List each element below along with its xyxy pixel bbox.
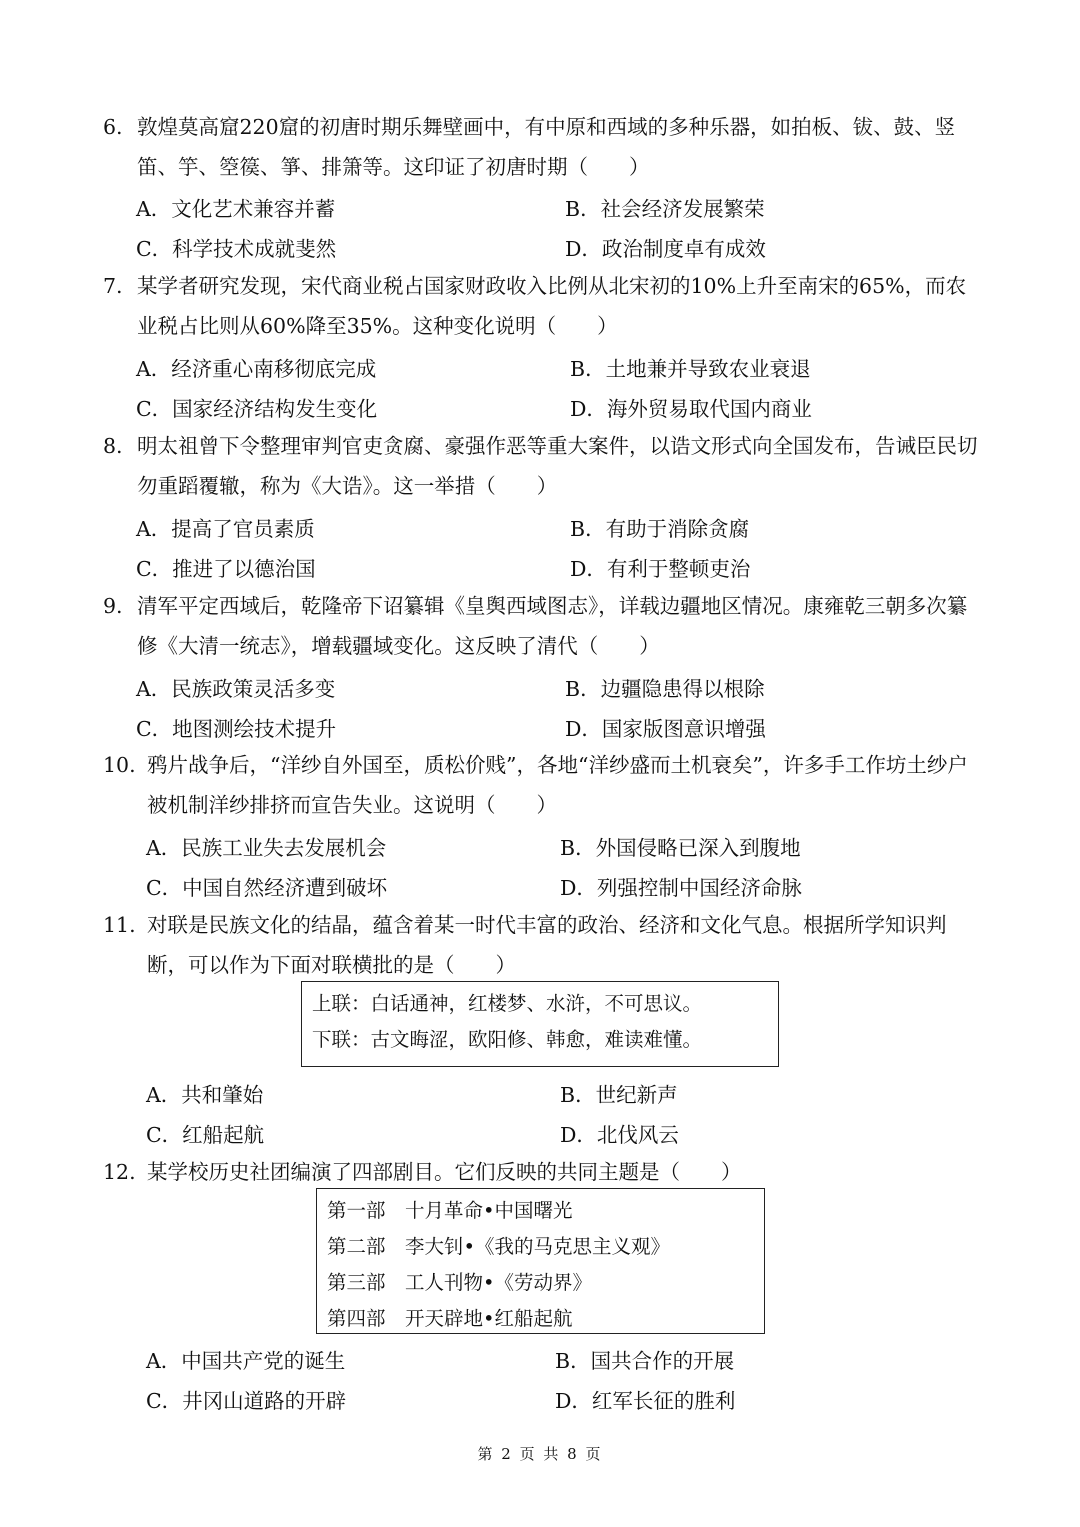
option-d[interactable]: D．红军长征的胜利 — [555, 1389, 736, 1413]
question-number: 12. — [103, 1160, 136, 1184]
page-footer: 第 2 页 共 8 页 — [477, 1445, 603, 1463]
play-4: 第四部 开天辟地•红船起航 — [327, 1307, 573, 1330]
question-12 — [103, 1152, 983, 1192]
question-number: 8. — [103, 434, 123, 458]
question-stem: 清军平定西域后，乾隆帝下诏纂辑《皇舆西域图志》，详载边疆地区情况。康雍乾三朝多次纂修《大清一统志》，增载疆域变化。这反映了清代（ ） — [137, 594, 968, 658]
option-b[interactable]: B．国共合作的开展 — [555, 1349, 735, 1373]
question-stem: 某学校历史社团编演了四部剧目。它们反映的共同主题是（ ） — [147, 1160, 742, 1184]
couplet-lower: 下联：古文晦涩，欧阳修、韩愈，难读难懂。 — [312, 1028, 703, 1051]
option-d[interactable]: D．海外贸易取代国内商业 — [570, 397, 812, 421]
couplet-box — [301, 981, 779, 1067]
option-a[interactable]: A．中国共产党的诞生 — [146, 1349, 346, 1373]
option-b[interactable]: B．外国侵略已深入到腹地 — [560, 836, 801, 860]
play-3: 第三部 工人刊物•《劳动界》 — [327, 1271, 593, 1294]
option-b[interactable]: B．边疆隐患得以根除 — [565, 677, 765, 701]
option-a[interactable]: A．经济重心南移彻底完成 — [136, 357, 377, 381]
option-c[interactable]: C．红船起航 — [146, 1123, 265, 1147]
question-9 — [103, 586, 983, 666]
question-stem: 某学者研究发现，宋代商业税占国家财政收入比例从北宋初的10%上升至南宋的65%，而农业税占比则从60%降至35%。这种变化说明（ ） — [137, 274, 967, 338]
question-number: 7. — [103, 274, 123, 298]
option-b[interactable]: B．世纪新声 — [560, 1083, 678, 1107]
option-d[interactable]: D．国家版图意识增强 — [565, 717, 766, 741]
option-a[interactable]: A．民族政策灵活多变 — [136, 677, 336, 701]
option-c[interactable]: C．科学技术成就斐然 — [136, 237, 337, 261]
question-stem: 鸦片战争后，“洋纱自外国至，质松价贱”，各地“洋纱盛而土机衰矣”，许多手工作坊土纱户被机制洋纱排挤而宣告失业。这说明（ ） — [147, 753, 968, 817]
option-a[interactable]: A．提高了官员素质 — [136, 517, 315, 541]
option-d[interactable]: D．列强控制中国经济命脉 — [560, 876, 802, 900]
option-c[interactable]: C．国家经济结构发生变化 — [136, 397, 378, 421]
play-1: 第一部 十月革命•中国曙光 — [327, 1199, 573, 1222]
option-b[interactable]: B．土地兼并导致农业衰退 — [570, 357, 811, 381]
option-b[interactable]: B．有助于消除贪腐 — [570, 517, 750, 541]
question-number: 6. — [103, 115, 123, 139]
question-number: 10. — [103, 753, 136, 777]
question-10 — [103, 745, 983, 825]
question-6 — [103, 107, 983, 187]
option-d[interactable]: D．政治制度卓有成效 — [565, 237, 766, 261]
question-number: 11. — [103, 913, 136, 937]
question-7 — [103, 266, 983, 346]
play-2: 第二部 李大钊•《我的马克思主义观》 — [327, 1235, 671, 1258]
option-a[interactable]: A．文化艺术兼容并蓄 — [136, 197, 336, 221]
option-d[interactable]: D．有利于整顿吏治 — [570, 557, 751, 581]
option-c[interactable]: C．井冈山道路的开辟 — [146, 1389, 347, 1413]
question-11 — [103, 905, 983, 985]
option-a[interactable]: A．共和肇始 — [146, 1083, 264, 1107]
option-c[interactable]: C．推进了以德治国 — [136, 557, 316, 581]
option-a[interactable]: A．民族工业失去发展机会 — [146, 836, 387, 860]
question-number: 9. — [103, 594, 123, 618]
couplet-upper: 上联：白话通神，红楼梦、水浒，不可思议。 — [312, 992, 703, 1015]
question-stem: 明太祖曾下令整理审判官吏贪腐、豪强作恶等重大案件，以诰文形式向全国发布，告诫臣民切勿重蹈覆辙，称为《大诰》。这一举措（ ） — [137, 434, 978, 498]
option-c[interactable]: C．地图测绘技术提升 — [136, 717, 337, 741]
question-8 — [103, 426, 983, 506]
plays-box — [316, 1188, 765, 1334]
question-stem: 敦煌莫高窟220窟的初唐时期乐舞壁画中，有中原和西域的多种乐器，如拍板、钹、鼓、竖笛、竽、箜篌、箏、排箫等。这印证了初唐时期（ ） — [137, 115, 956, 179]
question-stem: 对联是民族文化的结晶，蕴含着某一时代丰富的政治、经济和文化气息。根据所学知识判断，可以作为下面对联横批的是（ ） — [147, 913, 947, 977]
option-b[interactable]: B．社会经济发展繁荣 — [565, 197, 765, 221]
option-d[interactable]: D．北伐风云 — [560, 1123, 679, 1147]
option-c[interactable]: C．中国自然经济遭到破坏 — [146, 876, 388, 900]
